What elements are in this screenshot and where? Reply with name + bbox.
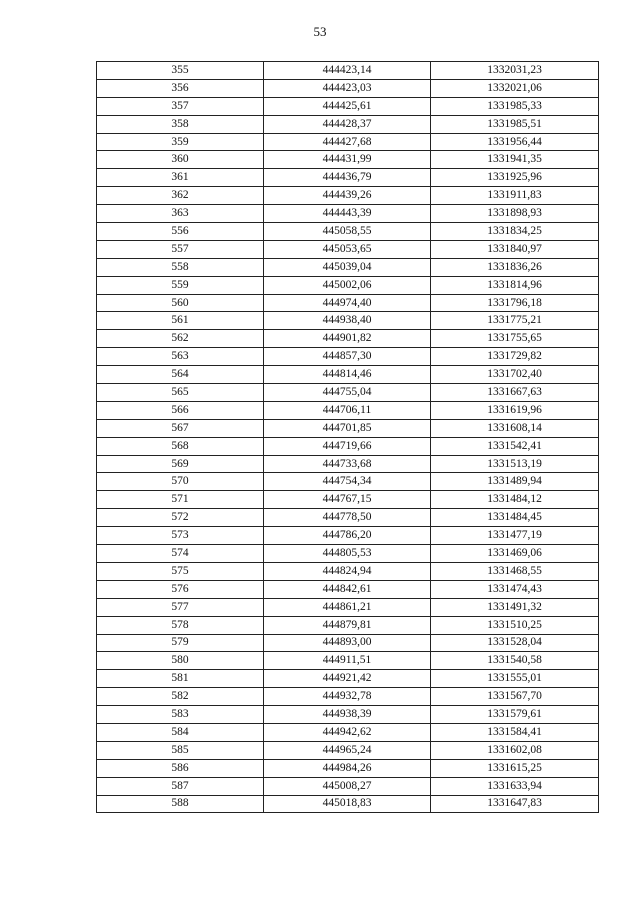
y-coordinate-cell: 1331468,55 xyxy=(431,562,599,580)
point-number-cell: 580 xyxy=(97,652,264,670)
y-coordinate-cell: 1331755,65 xyxy=(431,330,599,348)
point-number-cell: 578 xyxy=(97,616,264,634)
point-number-cell: 579 xyxy=(97,634,264,652)
x-coordinate-cell: 445018,83 xyxy=(264,795,431,813)
point-number-cell: 585 xyxy=(97,741,264,759)
coordinates-table-body xyxy=(97,62,599,813)
x-coordinate-cell: 444901,82 xyxy=(264,330,431,348)
table-row xyxy=(97,777,599,795)
point-number-cell: 356 xyxy=(97,79,264,97)
table-row xyxy=(97,706,599,724)
table-row xyxy=(97,688,599,706)
point-number-cell: 357 xyxy=(97,97,264,115)
table-row xyxy=(97,169,599,187)
point-number-cell: 567 xyxy=(97,419,264,437)
y-coordinate-cell: 1331729,82 xyxy=(431,348,599,366)
point-number-cell: 556 xyxy=(97,223,264,241)
x-coordinate-cell: 444893,00 xyxy=(264,634,431,652)
y-coordinate-cell: 1331834,25 xyxy=(431,223,599,241)
table-row xyxy=(97,384,599,402)
point-number-cell: 563 xyxy=(97,348,264,366)
table-row xyxy=(97,348,599,366)
x-coordinate-cell: 444921,42 xyxy=(264,670,431,688)
x-coordinate-cell: 444879,81 xyxy=(264,616,431,634)
x-coordinate-cell: 444861,21 xyxy=(264,598,431,616)
y-coordinate-cell: 1331540,58 xyxy=(431,652,599,670)
point-number-cell: 557 xyxy=(97,240,264,258)
y-coordinate-cell: 1331555,01 xyxy=(431,670,599,688)
table-row xyxy=(97,97,599,115)
point-number-cell: 565 xyxy=(97,384,264,402)
y-coordinate-cell: 1332031,23 xyxy=(431,62,599,80)
point-number-cell: 581 xyxy=(97,670,264,688)
point-number-cell: 564 xyxy=(97,366,264,384)
table-row xyxy=(97,62,599,80)
y-coordinate-cell: 1331608,14 xyxy=(431,419,599,437)
table-row xyxy=(97,455,599,473)
coordinates-table xyxy=(96,61,599,813)
table-row xyxy=(97,634,599,652)
table-row xyxy=(97,330,599,348)
x-coordinate-cell: 444439,26 xyxy=(264,187,431,205)
point-number-cell: 569 xyxy=(97,455,264,473)
x-coordinate-cell: 444423,03 xyxy=(264,79,431,97)
y-coordinate-cell: 1331615,25 xyxy=(431,759,599,777)
y-coordinate-cell: 1331477,19 xyxy=(431,527,599,545)
x-coordinate-cell: 444842,61 xyxy=(264,580,431,598)
x-coordinate-cell: 444824,94 xyxy=(264,562,431,580)
table-row xyxy=(97,240,599,258)
x-coordinate-cell: 444984,26 xyxy=(264,759,431,777)
point-number-cell: 568 xyxy=(97,437,264,455)
table-row xyxy=(97,187,599,205)
point-number-cell: 566 xyxy=(97,401,264,419)
x-coordinate-cell: 444965,24 xyxy=(264,741,431,759)
table-row xyxy=(97,115,599,133)
table-row xyxy=(97,473,599,491)
point-number-cell: 360 xyxy=(97,151,264,169)
y-coordinate-cell: 1331484,45 xyxy=(431,509,599,527)
x-coordinate-cell: 445008,27 xyxy=(264,777,431,795)
point-number-cell: 583 xyxy=(97,706,264,724)
point-number-cell: 574 xyxy=(97,545,264,563)
x-coordinate-cell: 444754,34 xyxy=(264,473,431,491)
table-row xyxy=(97,366,599,384)
table-row xyxy=(97,79,599,97)
x-coordinate-cell: 444911,51 xyxy=(264,652,431,670)
point-number-cell: 570 xyxy=(97,473,264,491)
table-row xyxy=(97,616,599,634)
y-coordinate-cell: 1331925,96 xyxy=(431,169,599,187)
y-coordinate-cell: 1331513,19 xyxy=(431,455,599,473)
table-row xyxy=(97,312,599,330)
table-row xyxy=(97,509,599,527)
y-coordinate-cell: 1331474,43 xyxy=(431,580,599,598)
x-coordinate-cell: 444938,39 xyxy=(264,706,431,724)
x-coordinate-cell: 444431,99 xyxy=(264,151,431,169)
x-coordinate-cell: 445039,04 xyxy=(264,258,431,276)
y-coordinate-cell: 1331602,08 xyxy=(431,741,599,759)
table-row xyxy=(97,401,599,419)
y-coordinate-cell: 1331510,25 xyxy=(431,616,599,634)
y-coordinate-cell: 1331956,44 xyxy=(431,133,599,151)
point-number-cell: 575 xyxy=(97,562,264,580)
point-number-cell: 358 xyxy=(97,115,264,133)
x-coordinate-cell: 444778,50 xyxy=(264,509,431,527)
point-number-cell: 588 xyxy=(97,795,264,813)
point-number-cell: 363 xyxy=(97,205,264,223)
point-number-cell: 582 xyxy=(97,688,264,706)
table-row xyxy=(97,795,599,813)
y-coordinate-cell: 1331484,12 xyxy=(431,491,599,509)
x-coordinate-cell: 444423,14 xyxy=(264,62,431,80)
y-coordinate-cell: 1331911,83 xyxy=(431,187,599,205)
x-coordinate-cell: 445002,06 xyxy=(264,276,431,294)
table-row xyxy=(97,294,599,312)
y-coordinate-cell: 1331584,41 xyxy=(431,723,599,741)
point-number-cell: 560 xyxy=(97,294,264,312)
point-number-cell: 562 xyxy=(97,330,264,348)
table-row xyxy=(97,562,599,580)
y-coordinate-cell: 1331814,96 xyxy=(431,276,599,294)
point-number-cell: 559 xyxy=(97,276,264,294)
y-coordinate-cell: 1331647,83 xyxy=(431,795,599,813)
point-number-cell: 572 xyxy=(97,509,264,527)
table-row xyxy=(97,545,599,563)
table-row xyxy=(97,759,599,777)
table-row xyxy=(97,491,599,509)
y-coordinate-cell: 1331469,06 xyxy=(431,545,599,563)
y-coordinate-cell: 1331491,32 xyxy=(431,598,599,616)
y-coordinate-cell: 1331567,70 xyxy=(431,688,599,706)
y-coordinate-cell: 1331985,51 xyxy=(431,115,599,133)
x-coordinate-cell: 444805,53 xyxy=(264,545,431,563)
x-coordinate-cell: 444974,40 xyxy=(264,294,431,312)
y-coordinate-cell: 1332021,06 xyxy=(431,79,599,97)
x-coordinate-cell: 444786,20 xyxy=(264,527,431,545)
table-row xyxy=(97,670,599,688)
x-coordinate-cell: 444425,61 xyxy=(264,97,431,115)
point-number-cell: 571 xyxy=(97,491,264,509)
table-row xyxy=(97,151,599,169)
table-row xyxy=(97,258,599,276)
table-row xyxy=(97,527,599,545)
x-coordinate-cell: 444701,85 xyxy=(264,419,431,437)
y-coordinate-cell: 1331667,63 xyxy=(431,384,599,402)
x-coordinate-cell: 444443,39 xyxy=(264,205,431,223)
point-number-cell: 361 xyxy=(97,169,264,187)
table-row xyxy=(97,580,599,598)
y-coordinate-cell: 1331898,93 xyxy=(431,205,599,223)
point-number-cell: 587 xyxy=(97,777,264,795)
y-coordinate-cell: 1331941,35 xyxy=(431,151,599,169)
point-number-cell: 362 xyxy=(97,187,264,205)
x-coordinate-cell: 444427,68 xyxy=(264,133,431,151)
y-coordinate-cell: 1331528,04 xyxy=(431,634,599,652)
table-row xyxy=(97,437,599,455)
table-row xyxy=(97,741,599,759)
point-number-cell: 577 xyxy=(97,598,264,616)
x-coordinate-cell: 444706,11 xyxy=(264,401,431,419)
x-coordinate-cell: 444857,30 xyxy=(264,348,431,366)
y-coordinate-cell: 1331702,40 xyxy=(431,366,599,384)
point-number-cell: 573 xyxy=(97,527,264,545)
x-coordinate-cell: 444938,40 xyxy=(264,312,431,330)
x-coordinate-cell: 445058,55 xyxy=(264,223,431,241)
point-number-cell: 359 xyxy=(97,133,264,151)
y-coordinate-cell: 1331775,21 xyxy=(431,312,599,330)
x-coordinate-cell: 444428,37 xyxy=(264,115,431,133)
point-number-cell: 558 xyxy=(97,258,264,276)
y-coordinate-cell: 1331836,26 xyxy=(431,258,599,276)
y-coordinate-cell: 1331619,96 xyxy=(431,401,599,419)
y-coordinate-cell: 1331579,61 xyxy=(431,706,599,724)
y-coordinate-cell: 1331796,18 xyxy=(431,294,599,312)
y-coordinate-cell: 1331633,94 xyxy=(431,777,599,795)
x-coordinate-cell: 444755,04 xyxy=(264,384,431,402)
point-number-cell: 586 xyxy=(97,759,264,777)
x-coordinate-cell: 444436,79 xyxy=(264,169,431,187)
table-row xyxy=(97,419,599,437)
x-coordinate-cell: 444932,78 xyxy=(264,688,431,706)
x-coordinate-cell: 444814,46 xyxy=(264,366,431,384)
table-row xyxy=(97,652,599,670)
point-number-cell: 576 xyxy=(97,580,264,598)
table-row xyxy=(97,598,599,616)
x-coordinate-cell: 445053,65 xyxy=(264,240,431,258)
table-row xyxy=(97,133,599,151)
x-coordinate-cell: 444719,66 xyxy=(264,437,431,455)
x-coordinate-cell: 444733,68 xyxy=(264,455,431,473)
page-number: 53 xyxy=(313,24,327,39)
table-row xyxy=(97,223,599,241)
point-number-cell: 355 xyxy=(97,62,264,80)
table-row xyxy=(97,205,599,223)
table-row xyxy=(97,723,599,741)
y-coordinate-cell: 1331840,97 xyxy=(431,240,599,258)
table-row xyxy=(97,276,599,294)
point-number-cell: 584 xyxy=(97,723,264,741)
y-coordinate-cell: 1331542,41 xyxy=(431,437,599,455)
x-coordinate-cell: 444767,15 xyxy=(264,491,431,509)
y-coordinate-cell: 1331985,33 xyxy=(431,97,599,115)
x-coordinate-cell: 444942,62 xyxy=(264,723,431,741)
y-coordinate-cell: 1331489,94 xyxy=(431,473,599,491)
point-number-cell: 561 xyxy=(97,312,264,330)
